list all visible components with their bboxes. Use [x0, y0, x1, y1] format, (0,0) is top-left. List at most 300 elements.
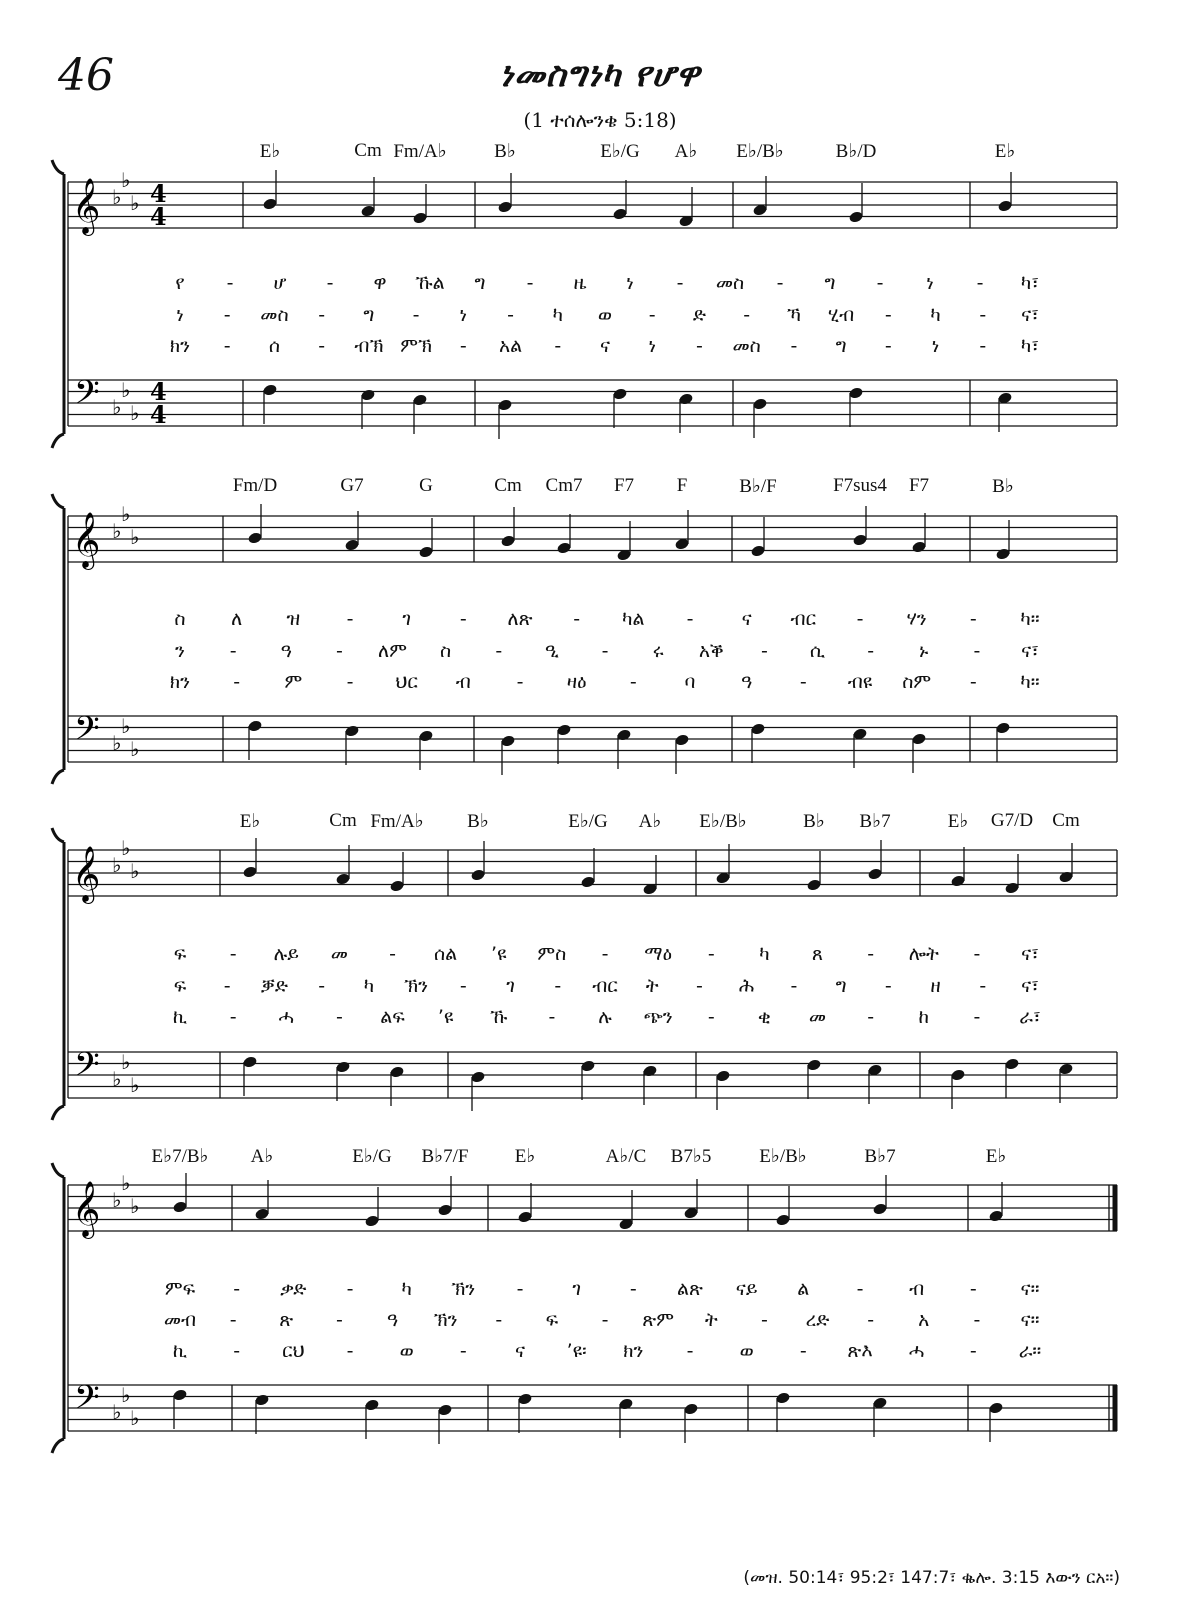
- flat-icon: ♭: [121, 836, 131, 860]
- chord-symbol: Cm: [1052, 810, 1080, 831]
- song-title: ነመስግነካ የሆዋ: [499, 55, 701, 95]
- syllable-hyphen: -: [346, 1340, 354, 1362]
- syllable-hyphen: -: [346, 1278, 354, 1300]
- lyric-syllable: ምኽ: [400, 335, 432, 357]
- chord-symbol: B♭: [494, 141, 516, 162]
- flat-icon: ♭: [112, 1067, 122, 1091]
- lyric-syllable: ህር: [395, 671, 418, 693]
- flat-icon: ♭: [112, 519, 122, 543]
- lyric-syllable: መስ: [715, 272, 745, 294]
- bass-clef-icon: 𝄢: [74, 1379, 100, 1425]
- chord-symbol: B♭/D: [835, 141, 877, 162]
- syllable-hyphen: -: [760, 1309, 768, 1331]
- syllable-hyphen: -: [884, 335, 892, 357]
- lyric-syllable: ለጽ: [507, 608, 533, 630]
- chord-symbol: E♭: [947, 811, 969, 832]
- lyric-syllable: ስም: [902, 671, 932, 693]
- syllable-hyphen: -: [233, 1340, 241, 1362]
- syllable-hyphen: -: [229, 1309, 237, 1331]
- bass-staff: [68, 380, 1117, 426]
- lyric-syllable: ራ፣: [1019, 1006, 1041, 1028]
- lyric-syllable: ሰል: [434, 943, 458, 965]
- chord-symbol: Cm7: [545, 475, 583, 496]
- bass-staff: [68, 1385, 1117, 1431]
- syllable-hyphen: -: [335, 1309, 343, 1331]
- lyric-syllable: መስ: [260, 304, 289, 326]
- chord-symbol: E♭: [994, 141, 1016, 162]
- syllable-hyphen: -: [686, 608, 694, 630]
- lyric-syllable: ለ: [231, 608, 243, 630]
- flat-icon: ♭: [112, 1188, 122, 1212]
- syllable-hyphen: -: [648, 304, 656, 326]
- lyric-syllable: ት: [645, 975, 659, 997]
- treble-staff: [68, 1185, 1117, 1231]
- lyric-syllable: ግ: [835, 335, 847, 357]
- syllable-hyphen: -: [979, 335, 987, 357]
- syllable-hyphen: -: [973, 1309, 981, 1331]
- lyric-line: [150, 335, 1050, 365]
- lyric-syllable: ነ: [459, 304, 468, 326]
- lyric-syllable: መ: [808, 1006, 827, 1028]
- syllable-hyphen: -: [856, 1278, 864, 1300]
- syllable-hyphen: -: [233, 1278, 241, 1300]
- lyric-line: [150, 943, 1050, 973]
- lyric-syllable: ቓድ: [260, 975, 289, 997]
- lyric-syllable: ’ዩ: [437, 1006, 454, 1028]
- lyric-syllable: መብ: [163, 1309, 197, 1331]
- lyric-syllable: ብር: [790, 608, 817, 630]
- syllable-hyphen: -: [318, 975, 326, 997]
- lyric-syllable: ካል: [622, 608, 645, 630]
- lyric-syllable: ረድ: [805, 1309, 830, 1331]
- syllable-hyphen: -: [696, 335, 703, 357]
- lyric-syllable: ጽእ: [847, 1340, 873, 1362]
- lyric-syllable: ሲ: [809, 640, 826, 662]
- chord-symbol: F7sus4: [833, 475, 887, 496]
- lyric-syllable: ራ።: [1018, 1340, 1042, 1362]
- flat-icon: ♭: [130, 737, 140, 761]
- lyric-syllable: ገ: [572, 1278, 581, 1300]
- lyric-syllable: ፍ: [545, 1309, 559, 1331]
- chord-symbol: F7: [613, 475, 635, 496]
- chord-symbol: Fm/A♭: [370, 811, 424, 832]
- flat-icon: ♭: [112, 853, 122, 877]
- system-bracket: [52, 828, 64, 1120]
- lyric-syllable: ዓ: [280, 640, 292, 662]
- lyric-syllable: ሉይ: [273, 943, 299, 965]
- lyric-syllable: ም: [284, 671, 303, 693]
- syllable-hyphen: -: [776, 272, 784, 294]
- syllable-hyphen: -: [335, 640, 343, 662]
- flat-icon: ♭: [121, 502, 131, 526]
- lyric-syllable: ክን: [623, 1340, 644, 1362]
- syllable-hyphen: -: [495, 1309, 503, 1331]
- syllable-hyphen: -: [601, 1309, 609, 1331]
- lyric-syllable: ካ: [363, 975, 375, 997]
- syllable-hyphen: -: [799, 1340, 807, 1362]
- bass-clef-icon: 𝄢: [74, 374, 100, 420]
- syllable-hyphen: -: [629, 1278, 637, 1300]
- chord-symbol: E♭/G: [600, 141, 640, 162]
- syllable-hyphen: -: [389, 943, 396, 965]
- lyric-line: [150, 671, 1050, 701]
- lyric-syllable: ርህ: [282, 1340, 305, 1362]
- syllable-hyphen: -: [335, 1006, 343, 1028]
- lyric-line: [150, 1340, 1050, 1370]
- chord-symbol: B♭: [467, 811, 489, 832]
- chord-symbol: Cm: [329, 810, 357, 831]
- syllable-hyphen: -: [969, 608, 977, 630]
- syllable-hyphen: -: [223, 304, 231, 326]
- lyric-line: [150, 975, 1050, 1005]
- bass-clef-icon: 𝄢: [74, 710, 100, 756]
- lyric-syllable: ገ: [506, 975, 515, 997]
- treble-staff: [68, 516, 1117, 562]
- chord-symbol: A♭/C: [605, 1146, 647, 1167]
- lyric-syllable: ካ: [930, 304, 941, 326]
- syllable-hyphen: -: [707, 1006, 715, 1028]
- lyric-syllable: ዝ: [286, 608, 301, 630]
- lyric-syllable: ጽም: [642, 1309, 674, 1331]
- syllable-hyphen: -: [760, 640, 768, 662]
- chord-symbol: E♭7/B♭: [151, 1146, 209, 1167]
- footnote-references: (መዝ. 50:14፣ 95:2፣ 147:7፣ ቈሎ. 3:15 እውን ርአ።): [743, 1568, 1120, 1588]
- lyric-syllable: መስ: [732, 335, 761, 357]
- lyric-syllable: አቕ: [698, 640, 724, 662]
- chord-symbol: G7/D: [990, 810, 1034, 831]
- time-signature: 4: [150, 202, 167, 231]
- syllable-hyphen: -: [876, 272, 884, 294]
- chord-symbol: E♭/B♭: [759, 1146, 807, 1167]
- lyric-syllable: ፍ: [173, 943, 187, 965]
- syllable-hyphen: -: [856, 608, 864, 630]
- syllable-hyphen: -: [629, 671, 637, 693]
- lyric-syllable: ድ: [692, 304, 707, 326]
- lyric-syllable: ወ: [739, 1340, 754, 1362]
- chord-symbol: E♭/G: [568, 811, 608, 832]
- lyric-line: [150, 1309, 1050, 1339]
- system-bracket: [52, 160, 64, 448]
- lyric-syllable: ዘ: [930, 975, 941, 997]
- syllable-hyphen: -: [526, 272, 534, 294]
- lyric-syllable: ሃን: [906, 608, 927, 630]
- chord-symbol: Cm: [354, 140, 382, 161]
- treble-clef-icon: 𝄞: [72, 512, 101, 568]
- chord-symbol: B♭/F: [739, 476, 777, 497]
- lyric-syllable: ክን: [169, 335, 191, 357]
- syllable-hyphen: -: [318, 304, 326, 326]
- lyric-syllable: ና: [599, 335, 611, 357]
- lyric-syllable: ሕ: [738, 975, 755, 997]
- syllable-hyphen: -: [976, 272, 984, 294]
- lyric-line: [150, 1006, 1050, 1036]
- lyric-syllable: ዒ: [544, 640, 559, 662]
- chord-symbol: A♭: [638, 811, 662, 832]
- lyric-syllable: ጽ: [279, 1309, 294, 1331]
- lyric-syllable: ’ዩ፡: [566, 1340, 587, 1362]
- chord-symbol: E♭/B♭: [736, 141, 784, 162]
- lyric-syllable: የ: [175, 272, 185, 294]
- syllable-hyphen: -: [969, 1278, 977, 1300]
- lyric-syllable: ሉ: [598, 1006, 612, 1028]
- lyric-line: [150, 1278, 1050, 1308]
- syllable-hyphen: -: [459, 335, 467, 357]
- chord-symbol: B♭7: [864, 1146, 896, 1167]
- lyric-line: [150, 640, 1050, 670]
- syllable-hyphen: -: [973, 943, 981, 965]
- flat-icon: ♭: [130, 1406, 140, 1430]
- syllable-hyphen: -: [507, 304, 514, 326]
- flat-icon: ♭: [130, 191, 140, 215]
- chord-symbol: G: [419, 475, 433, 496]
- time-signature: 4: [150, 179, 167, 208]
- chord-symbol: B7♭5: [670, 1146, 712, 1167]
- scripture-reference: (1 ተሰሎንቄ 5:18): [523, 108, 677, 132]
- lyric-syllable: ኹ: [490, 1006, 508, 1028]
- flat-icon: ♭: [121, 168, 131, 192]
- lyric-syllable: ልጽ: [677, 1278, 703, 1300]
- lyric-syllable: ሆ: [273, 272, 287, 294]
- lyric-syllable: ስ: [440, 640, 452, 662]
- chord-symbol: B♭7/F: [421, 1146, 469, 1167]
- lyric-syllable: ና: [514, 1340, 526, 1362]
- lyric-syllable: አል: [498, 335, 523, 357]
- lyric-syllable: ናይ: [735, 1278, 758, 1300]
- lyric-syllable: ካ፣: [1020, 272, 1040, 294]
- chord-symbol: G7: [340, 475, 364, 496]
- syllable-hyphen: -: [676, 272, 684, 294]
- chord-symbol: E♭: [239, 811, 261, 832]
- lyric-syllable: ና፣: [1021, 640, 1039, 662]
- syllable-hyphen: -: [867, 1006, 875, 1028]
- syllable-hyphen: -: [707, 943, 715, 965]
- lyric-line: [150, 608, 1050, 638]
- lyric-syllable: ባ: [684, 671, 696, 693]
- lyric-syllable: ብ: [909, 1278, 925, 1300]
- lyric-syllable: ኹል: [415, 272, 445, 294]
- syllable-hyphen: -: [318, 335, 326, 357]
- lyric-syllable: ስ: [174, 608, 186, 630]
- syllable-hyphen: -: [516, 1278, 524, 1300]
- syllable-hyphen: -: [459, 608, 467, 630]
- syllable-hyphen: -: [696, 975, 703, 997]
- lyric-syllable: ት: [704, 1309, 718, 1331]
- lyric-syllable: ወ: [597, 304, 613, 326]
- flat-icon: ♭: [130, 859, 140, 883]
- lyric-syllable: መ: [330, 943, 348, 965]
- lyric-syllable: ፍ: [173, 975, 187, 997]
- lyric-syllable: ብዩ: [847, 671, 873, 693]
- lyric-line: [150, 304, 1050, 334]
- syllable-hyphen: -: [601, 943, 609, 965]
- treble-clef-icon: 𝄞: [72, 178, 101, 234]
- lyric-syllable: ብር: [592, 975, 618, 997]
- lyric-syllable: ዓ: [741, 671, 753, 693]
- lyric-syllable: ዜ: [573, 272, 587, 294]
- lyric-syllable: ኻ: [786, 304, 801, 326]
- lyric-syllable: ካ።: [1020, 671, 1040, 693]
- chord-symbol: E♭/B♭: [699, 811, 747, 832]
- syllable-hyphen: -: [686, 1340, 694, 1362]
- lyric-syllable: ነ: [626, 272, 634, 294]
- lyric-line: [150, 272, 1050, 302]
- flat-icon: ♭: [121, 378, 131, 402]
- syllable-hyphen: -: [229, 943, 237, 965]
- chord-symbol: B♭7: [859, 811, 891, 832]
- chord-symbol: B♭: [992, 476, 1014, 497]
- lyric-syllable: ን: [175, 640, 185, 662]
- lyric-syllable: ኽን: [433, 1309, 458, 1331]
- chord-symbol: E♭: [514, 1146, 536, 1167]
- chord-symbol: Fm/D: [232, 475, 278, 496]
- lyric-syllable: ልፍ: [380, 1006, 405, 1028]
- lyric-syllable: ምፍ: [164, 1278, 196, 1300]
- lyric-syllable: ካ፣: [1020, 335, 1040, 357]
- chord-symbol: A♭: [674, 141, 698, 162]
- lyric-syllable: ዋ: [373, 272, 387, 294]
- lyric-syllable: ኑ: [919, 640, 929, 662]
- syllable-hyphen: -: [601, 640, 609, 662]
- syllable-hyphen: -: [459, 1340, 467, 1362]
- syllable-hyphen: -: [516, 671, 524, 693]
- lyric-syllable: ከ: [918, 1006, 929, 1028]
- flat-icon: ♭: [112, 731, 122, 755]
- syllable-hyphen: -: [495, 640, 503, 662]
- lyric-syllable: ነ: [931, 335, 940, 357]
- syllable-hyphen: -: [346, 608, 354, 630]
- chord-symbol: F: [676, 475, 688, 496]
- chord-symbol: E♭: [259, 141, 281, 162]
- treble-staff: [68, 182, 1117, 228]
- syllable-hyphen: -: [743, 304, 751, 326]
- lyric-syllable: ነ: [926, 272, 934, 294]
- lyric-syllable: ቃድ: [280, 1278, 307, 1300]
- syllable-hyphen: -: [973, 640, 981, 662]
- syllable-hyphen: -: [326, 272, 334, 294]
- syllable-hyphen: -: [884, 304, 892, 326]
- lyric-syllable: ና፣: [1021, 975, 1039, 997]
- syllable-hyphen: -: [790, 975, 798, 997]
- flat-icon: ♭: [112, 185, 122, 209]
- flat-icon: ♭: [130, 1073, 140, 1097]
- syllable-hyphen: -: [969, 671, 977, 693]
- syllable-hyphen: -: [573, 608, 581, 630]
- lyric-syllable: ብ: [455, 671, 471, 693]
- syllable-hyphen: -: [226, 272, 234, 294]
- flat-icon: ♭: [112, 1400, 122, 1424]
- syllable-hyphen: -: [979, 304, 987, 326]
- lyric-syllable: ና።: [1020, 1278, 1040, 1300]
- lyric-syllable: ለም: [378, 640, 407, 662]
- time-signature: 4: [150, 377, 167, 406]
- lyric-syllable: ሓ: [278, 1006, 295, 1028]
- syllable-hyphen: -: [790, 335, 798, 357]
- system-bracket: [52, 494, 64, 784]
- lyric-syllable: ና፣: [1021, 304, 1039, 326]
- lyric-syllable: ካ: [552, 304, 563, 326]
- flat-icon: ♭: [121, 1050, 131, 1074]
- syllable-hyphen: -: [867, 1309, 875, 1331]
- flat-icon: ♭: [121, 714, 131, 738]
- lyric-syllable: ና: [741, 608, 752, 630]
- flat-icon: ♭: [130, 401, 140, 425]
- lyric-syllable: ሩ: [652, 640, 664, 662]
- lyric-syllable: ጸ: [811, 943, 824, 965]
- syllable-hyphen: -: [346, 671, 354, 693]
- syllable-hyphen: -: [969, 1340, 977, 1362]
- syllable-hyphen: -: [223, 335, 231, 357]
- lyric-syllable: ና፣: [1021, 943, 1039, 965]
- syllable-hyphen: -: [973, 1006, 981, 1028]
- syllable-hyphen: -: [548, 1006, 556, 1028]
- flat-icon: ♭: [112, 395, 122, 419]
- lyric-syllable: ግ: [824, 272, 836, 294]
- syllable-hyphen: -: [554, 975, 562, 997]
- lyric-syllable: አ: [918, 1309, 930, 1331]
- syllable-hyphen: -: [867, 640, 875, 662]
- lyric-syllable: ’ዩ: [490, 943, 507, 965]
- lyric-syllable: ኪ: [172, 1340, 188, 1362]
- lyric-syllable: ሎት: [908, 943, 939, 965]
- lyric-syllable: ብኽ: [354, 335, 384, 357]
- lyric-syllable: ቂ: [757, 1006, 771, 1028]
- lyric-syllable: ግ: [363, 304, 375, 326]
- lyric-syllable: ግ: [835, 975, 847, 997]
- chord-symbol: Cm: [494, 475, 522, 496]
- grand-staff: [0, 142, 1200, 462]
- bass-clef-icon: 𝄢: [74, 1046, 100, 1092]
- lyric-syllable: ኪ: [172, 1006, 188, 1028]
- syllable-hyphen: -: [229, 1006, 237, 1028]
- flat-icon: ♭: [130, 525, 140, 549]
- chord-symbol: A♭: [250, 1146, 274, 1167]
- treble-clef-icon: 𝄞: [72, 1181, 101, 1237]
- lyric-syllable: ማዕ: [644, 943, 672, 965]
- syllable-hyphen: -: [233, 671, 241, 693]
- treble-staff: [68, 850, 1117, 896]
- lyric-syllable: ካ: [759, 943, 770, 965]
- flat-icon: ♭: [121, 1383, 131, 1407]
- syllable-hyphen: -: [979, 975, 987, 997]
- time-signature: 4: [150, 400, 167, 429]
- flat-icon: ♭: [130, 1194, 140, 1218]
- lyric-syllable: ና።: [1020, 1309, 1040, 1331]
- lyric-syllable: ነ: [648, 335, 656, 357]
- syllable-hyphen: -: [459, 975, 467, 997]
- chord-symbol: E♭: [985, 1146, 1007, 1167]
- syllable-hyphen: -: [867, 943, 875, 965]
- lyric-syllable: ግ: [474, 272, 486, 294]
- lyric-syllable: ዛዕ: [566, 671, 587, 693]
- lyric-syllable: ገ: [402, 608, 411, 630]
- syllable-hyphen: -: [229, 640, 237, 662]
- page-number: 46: [58, 50, 114, 101]
- syllable-hyphen: -: [799, 671, 807, 693]
- lyric-syllable: ካ: [401, 1278, 412, 1300]
- chord-symbol: Fm/A♭: [393, 141, 447, 162]
- syllable-hyphen: -: [884, 975, 892, 997]
- lyric-syllable: ነ: [176, 304, 184, 326]
- syllable-hyphen: -: [223, 975, 231, 997]
- lyric-syllable: ል: [797, 1278, 810, 1300]
- bass-staff: [68, 716, 1117, 762]
- lyric-syllable: ምስ: [537, 943, 567, 965]
- lyric-syllable: ክን: [169, 671, 191, 693]
- lyric-syllable: ዓ: [386, 1309, 399, 1331]
- flat-icon: ♭: [121, 1171, 131, 1195]
- lyric-syllable: ሓ: [908, 1340, 925, 1362]
- lyric-syllable: ሂብ: [828, 304, 855, 326]
